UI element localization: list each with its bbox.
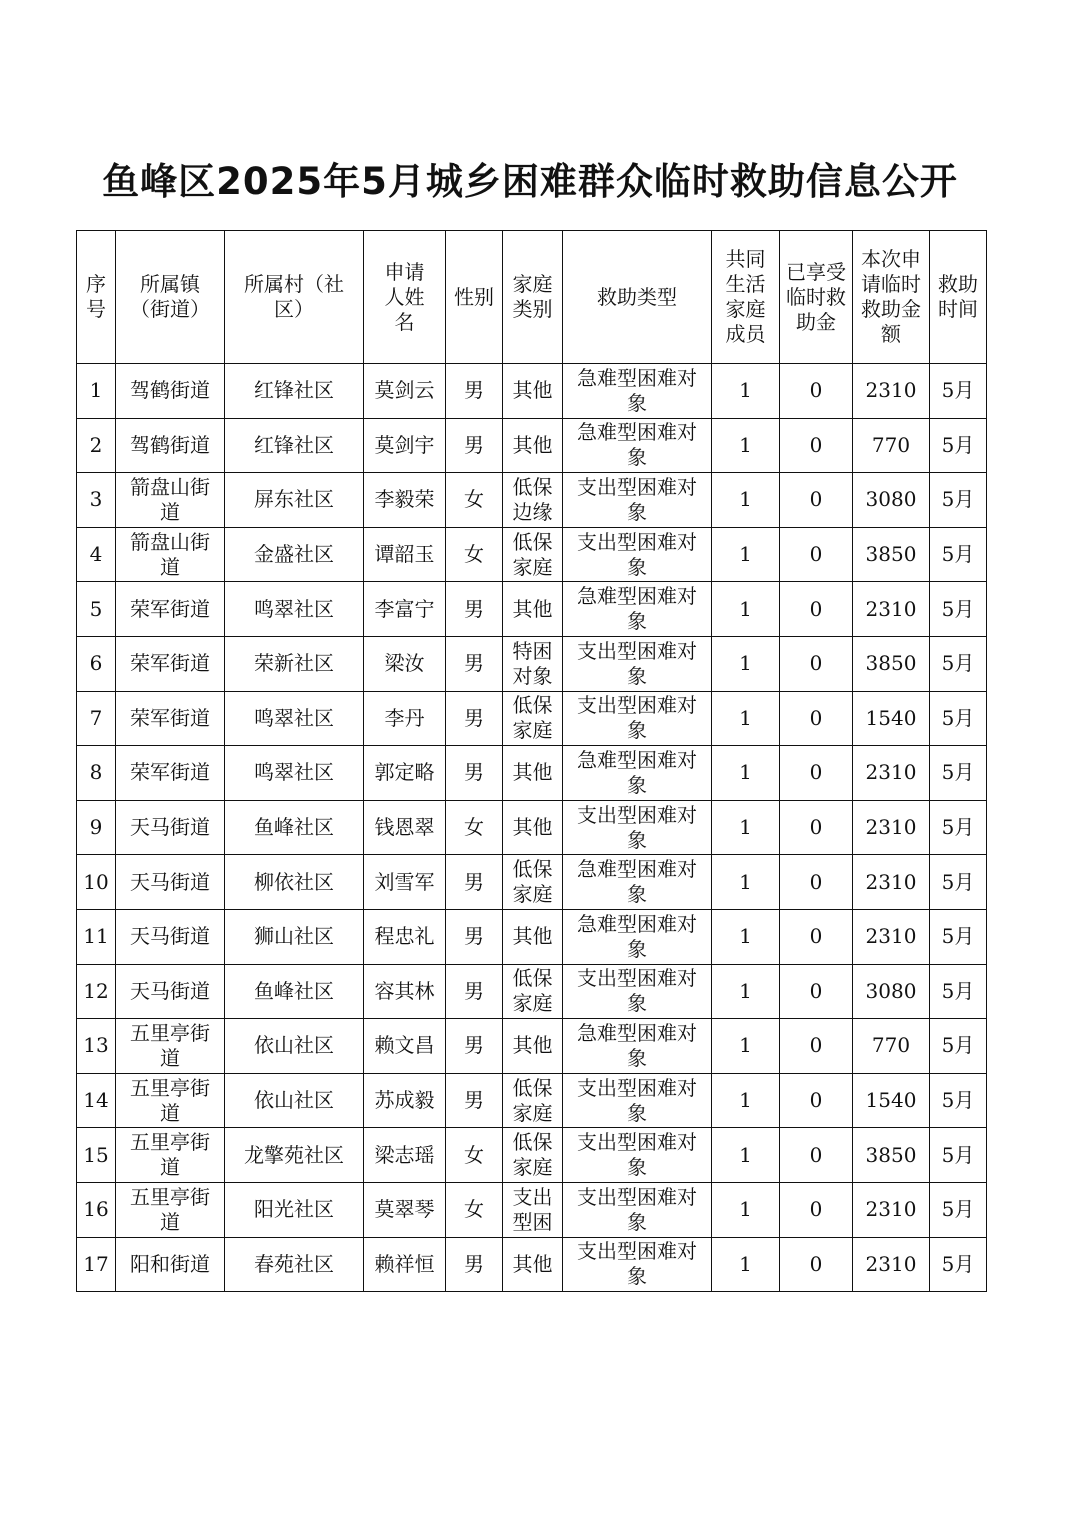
- cell-received: 0: [780, 746, 853, 801]
- cell-aid-type: 支出型困难对象: [563, 473, 712, 528]
- cell-aid-type: 支出型困难对象: [563, 1128, 712, 1183]
- cell-members: 1: [712, 1019, 780, 1074]
- cell-aid-type: 支出型困难对象: [563, 691, 712, 746]
- cell-seq: 16: [77, 1182, 116, 1237]
- table-row: [77, 1019, 987, 1074]
- cell-aid-type: 急难型困难对象: [563, 746, 712, 801]
- table-header: [77, 231, 987, 364]
- cell-seq: 7: [77, 691, 116, 746]
- cell-family-type: 其他: [503, 909, 563, 964]
- cell-aid-type: 支出型困难对象: [563, 1237, 712, 1292]
- cell-received: 0: [780, 691, 853, 746]
- cell-received: 0: [780, 800, 853, 855]
- cell-village: 鸣翠社区: [225, 691, 364, 746]
- cell-family-type: 其他: [503, 800, 563, 855]
- cell-time: 5月: [930, 473, 987, 528]
- cell-amount: 2310: [853, 1237, 930, 1292]
- cell-village: 鱼峰社区: [225, 964, 364, 1019]
- cell-town: 荣军街道: [116, 636, 225, 691]
- cell-town: 荣军街道: [116, 746, 225, 801]
- cell-family-type: 其他: [503, 364, 563, 419]
- cell-applicant: 郭定略: [364, 746, 446, 801]
- cell-village: 柳依社区: [225, 855, 364, 910]
- cell-time: 5月: [930, 1019, 987, 1074]
- cell-gender: 女: [446, 527, 503, 582]
- cell-members: 1: [712, 1182, 780, 1237]
- cell-village: 依山社区: [225, 1073, 364, 1128]
- cell-time: 5月: [930, 636, 987, 691]
- cell-seq: 1: [77, 364, 116, 419]
- cell-town: 箭盘山街道: [116, 527, 225, 582]
- cell-time: 5月: [930, 527, 987, 582]
- cell-amount: 2310: [853, 364, 930, 419]
- cell-time: 5月: [930, 691, 987, 746]
- cell-town: 驾鹤街道: [116, 364, 225, 419]
- cell-village: 鸣翠社区: [225, 746, 364, 801]
- cell-time: 5月: [930, 964, 987, 1019]
- cell-amount: 3080: [853, 473, 930, 528]
- cell-town: 五里亭街道: [116, 1019, 225, 1074]
- cell-received: 0: [780, 964, 853, 1019]
- cell-family-type: 其他: [503, 1237, 563, 1292]
- cell-received: 0: [780, 1019, 853, 1074]
- cell-family-type: 低保家庭: [503, 1128, 563, 1183]
- cell-town: 五里亭街道: [116, 1128, 225, 1183]
- cell-aid-type: 急难型困难对象: [563, 582, 712, 637]
- cell-time: 5月: [930, 746, 987, 801]
- relief-table: [76, 230, 987, 1292]
- cell-amount: 2310: [853, 1182, 930, 1237]
- cell-applicant: 赖文昌: [364, 1019, 446, 1074]
- cell-amount: 770: [853, 418, 930, 473]
- cell-received: 0: [780, 1128, 853, 1183]
- header-amount: 本次申请临时救助金额: [853, 231, 930, 364]
- cell-gender: 男: [446, 364, 503, 419]
- table-row: [77, 691, 987, 746]
- cell-gender: 男: [446, 1019, 503, 1074]
- cell-aid-type: 急难型困难对象: [563, 418, 712, 473]
- cell-family-type: 其他: [503, 746, 563, 801]
- cell-aid-type: 支出型困难对象: [563, 964, 712, 1019]
- cell-applicant: 莫剑云: [364, 364, 446, 419]
- cell-aid-type: 支出型困难对象: [563, 1182, 712, 1237]
- cell-village: 屏东社区: [225, 473, 364, 528]
- table-row: [77, 582, 987, 637]
- cell-received: 0: [780, 636, 853, 691]
- cell-aid-type: 支出型困难对象: [563, 1073, 712, 1128]
- cell-family-type: 其他: [503, 1019, 563, 1074]
- cell-applicant: 钱恩翠: [364, 800, 446, 855]
- cell-family-type: 低保家庭: [503, 527, 563, 582]
- cell-applicant: 莫剑宇: [364, 418, 446, 473]
- cell-village: 红锋社区: [225, 364, 364, 419]
- cell-time: 5月: [930, 909, 987, 964]
- cell-amount: 2310: [853, 855, 930, 910]
- cell-town: 天马街道: [116, 909, 225, 964]
- cell-gender: 男: [446, 582, 503, 637]
- cell-town: 天马街道: [116, 855, 225, 910]
- cell-gender: 男: [446, 1073, 503, 1128]
- cell-town: 天马街道: [116, 800, 225, 855]
- header-family-type: 家庭类别: [503, 231, 563, 364]
- cell-members: 1: [712, 582, 780, 637]
- cell-seq: 2: [77, 418, 116, 473]
- cell-village: 金盛社区: [225, 527, 364, 582]
- cell-seq: 6: [77, 636, 116, 691]
- table-row: [77, 1128, 987, 1183]
- table-row: [77, 418, 987, 473]
- cell-family-type: 低保边缘: [503, 473, 563, 528]
- cell-town: 天马街道: [116, 964, 225, 1019]
- cell-amount: 2310: [853, 582, 930, 637]
- cell-time: 5月: [930, 1128, 987, 1183]
- cell-seq: 5: [77, 582, 116, 637]
- cell-town: 阳和街道: [116, 1237, 225, 1292]
- cell-gender: 男: [446, 964, 503, 1019]
- cell-village: 龙擎苑社区: [225, 1128, 364, 1183]
- cell-amount: 2310: [853, 800, 930, 855]
- cell-applicant: 李富宁: [364, 582, 446, 637]
- cell-received: 0: [780, 418, 853, 473]
- header-row: [77, 231, 987, 364]
- table-row: [77, 964, 987, 1019]
- cell-town: 荣军街道: [116, 582, 225, 637]
- cell-applicant: 李毅荣: [364, 473, 446, 528]
- cell-seq: 3: [77, 473, 116, 528]
- cell-gender: 女: [446, 1128, 503, 1183]
- cell-members: 1: [712, 855, 780, 910]
- cell-family-type: 特困对象: [503, 636, 563, 691]
- cell-family-type: 支出型困: [503, 1182, 563, 1237]
- cell-received: 0: [780, 1182, 853, 1237]
- cell-amount: 3850: [853, 636, 930, 691]
- cell-members: 1: [712, 636, 780, 691]
- cell-seq: 9: [77, 800, 116, 855]
- cell-aid-type: 急难型困难对象: [563, 855, 712, 910]
- cell-members: 1: [712, 527, 780, 582]
- cell-time: 5月: [930, 1237, 987, 1292]
- cell-seq: 14: [77, 1073, 116, 1128]
- cell-seq: 13: [77, 1019, 116, 1074]
- cell-seq: 4: [77, 527, 116, 582]
- cell-members: 1: [712, 691, 780, 746]
- page-title: 鱼峰区2025年5月城乡困难群众临时救助信息公开: [102, 160, 958, 203]
- cell-village: 阳光社区: [225, 1182, 364, 1237]
- table-row: [77, 909, 987, 964]
- cell-seq: 10: [77, 855, 116, 910]
- header-aid-type: 救助类型: [563, 231, 712, 364]
- header-town: 所属镇（街道）: [116, 231, 225, 364]
- table-row: [77, 364, 987, 419]
- cell-members: 1: [712, 964, 780, 1019]
- cell-amount: 770: [853, 1019, 930, 1074]
- cell-applicant: 梁志瑶: [364, 1128, 446, 1183]
- header-seq: 序号: [77, 231, 116, 364]
- cell-gender: 男: [446, 691, 503, 746]
- cell-applicant: 程忠礼: [364, 909, 446, 964]
- header-gender: 性别: [446, 231, 503, 364]
- table-body: [77, 364, 987, 1292]
- cell-applicant: 李丹: [364, 691, 446, 746]
- cell-received: 0: [780, 855, 853, 910]
- table-row: [77, 473, 987, 528]
- cell-town: 驾鹤街道: [116, 418, 225, 473]
- cell-amount: 2310: [853, 746, 930, 801]
- cell-aid-type: 支出型困难对象: [563, 636, 712, 691]
- cell-seq: 12: [77, 964, 116, 1019]
- cell-received: 0: [780, 582, 853, 637]
- cell-family-type: 其他: [503, 418, 563, 473]
- cell-family-type: 其他: [503, 582, 563, 637]
- cell-received: 0: [780, 1073, 853, 1128]
- cell-town: 五里亭街道: [116, 1073, 225, 1128]
- cell-town: 荣军街道: [116, 691, 225, 746]
- header-village: 所属村（社区）: [225, 231, 364, 364]
- cell-gender: 男: [446, 1237, 503, 1292]
- header-members: 共同生活家庭成员: [712, 231, 780, 364]
- cell-received: 0: [780, 1237, 853, 1292]
- cell-town: 箭盘山街道: [116, 473, 225, 528]
- cell-seq: 15: [77, 1128, 116, 1183]
- cell-time: 5月: [930, 855, 987, 910]
- cell-received: 0: [780, 909, 853, 964]
- cell-village: 春苑社区: [225, 1237, 364, 1292]
- cell-members: 1: [712, 1073, 780, 1128]
- cell-members: 1: [712, 1237, 780, 1292]
- cell-village: 鸣翠社区: [225, 582, 364, 637]
- cell-gender: 男: [446, 636, 503, 691]
- cell-time: 5月: [930, 1182, 987, 1237]
- cell-applicant: 赖祥恒: [364, 1237, 446, 1292]
- cell-village: 鱼峰社区: [225, 800, 364, 855]
- table-row: [77, 636, 987, 691]
- cell-amount: 3080: [853, 964, 930, 1019]
- cell-gender: 女: [446, 473, 503, 528]
- table-row: [77, 527, 987, 582]
- cell-gender: 男: [446, 855, 503, 910]
- cell-amount: 2310: [853, 909, 930, 964]
- cell-received: 0: [780, 473, 853, 528]
- cell-time: 5月: [930, 1073, 987, 1128]
- cell-village: 红锋社区: [225, 418, 364, 473]
- cell-aid-type: 急难型困难对象: [563, 909, 712, 964]
- table-row: [77, 1182, 987, 1237]
- cell-aid-type: 急难型困难对象: [563, 364, 712, 419]
- table-row: [77, 855, 987, 910]
- cell-members: 1: [712, 746, 780, 801]
- cell-applicant: 莫翠琴: [364, 1182, 446, 1237]
- cell-aid-type: 支出型困难对象: [563, 800, 712, 855]
- cell-applicant: 谭韶玉: [364, 527, 446, 582]
- cell-applicant: 容其林: [364, 964, 446, 1019]
- cell-gender: 女: [446, 1182, 503, 1237]
- cell-family-type: 低保家庭: [503, 855, 563, 910]
- cell-time: 5月: [930, 800, 987, 855]
- cell-time: 5月: [930, 418, 987, 473]
- cell-applicant: 苏成毅: [364, 1073, 446, 1128]
- cell-village: 荣新社区: [225, 636, 364, 691]
- table-row: [77, 800, 987, 855]
- cell-aid-type: 急难型困难对象: [563, 1019, 712, 1074]
- cell-seq: 8: [77, 746, 116, 801]
- cell-village: 狮山社区: [225, 909, 364, 964]
- cell-amount: 3850: [853, 1128, 930, 1183]
- header-applicant: 申请人姓名: [364, 231, 446, 364]
- cell-family-type: 低保家庭: [503, 964, 563, 1019]
- cell-family-type: 低保家庭: [503, 691, 563, 746]
- cell-amount: 1540: [853, 691, 930, 746]
- header-received: 已享受临时救助金: [780, 231, 853, 364]
- cell-gender: 男: [446, 746, 503, 801]
- cell-received: 0: [780, 364, 853, 419]
- cell-gender: 女: [446, 800, 503, 855]
- cell-members: 1: [712, 473, 780, 528]
- cell-time: 5月: [930, 364, 987, 419]
- cell-members: 1: [712, 909, 780, 964]
- cell-members: 1: [712, 364, 780, 419]
- cell-seq: 11: [77, 909, 116, 964]
- cell-aid-type: 支出型困难对象: [563, 527, 712, 582]
- cell-seq: 17: [77, 1237, 116, 1292]
- cell-town: 五里亭街道: [116, 1182, 225, 1237]
- cell-village: 依山社区: [225, 1019, 364, 1074]
- cell-applicant: 梁汝: [364, 636, 446, 691]
- header-time: 救助时间: [930, 231, 987, 364]
- cell-members: 1: [712, 800, 780, 855]
- cell-time: 5月: [930, 582, 987, 637]
- cell-members: 1: [712, 1128, 780, 1183]
- cell-gender: 男: [446, 418, 503, 473]
- table-row: [77, 1237, 987, 1292]
- cell-applicant: 刘雪军: [364, 855, 446, 910]
- cell-amount: 3850: [853, 527, 930, 582]
- cell-gender: 男: [446, 909, 503, 964]
- cell-amount: 1540: [853, 1073, 930, 1128]
- cell-received: 0: [780, 527, 853, 582]
- table-row: [77, 1073, 987, 1128]
- cell-members: 1: [712, 418, 780, 473]
- table-row: [77, 746, 987, 801]
- cell-family-type: 低保家庭: [503, 1073, 563, 1128]
